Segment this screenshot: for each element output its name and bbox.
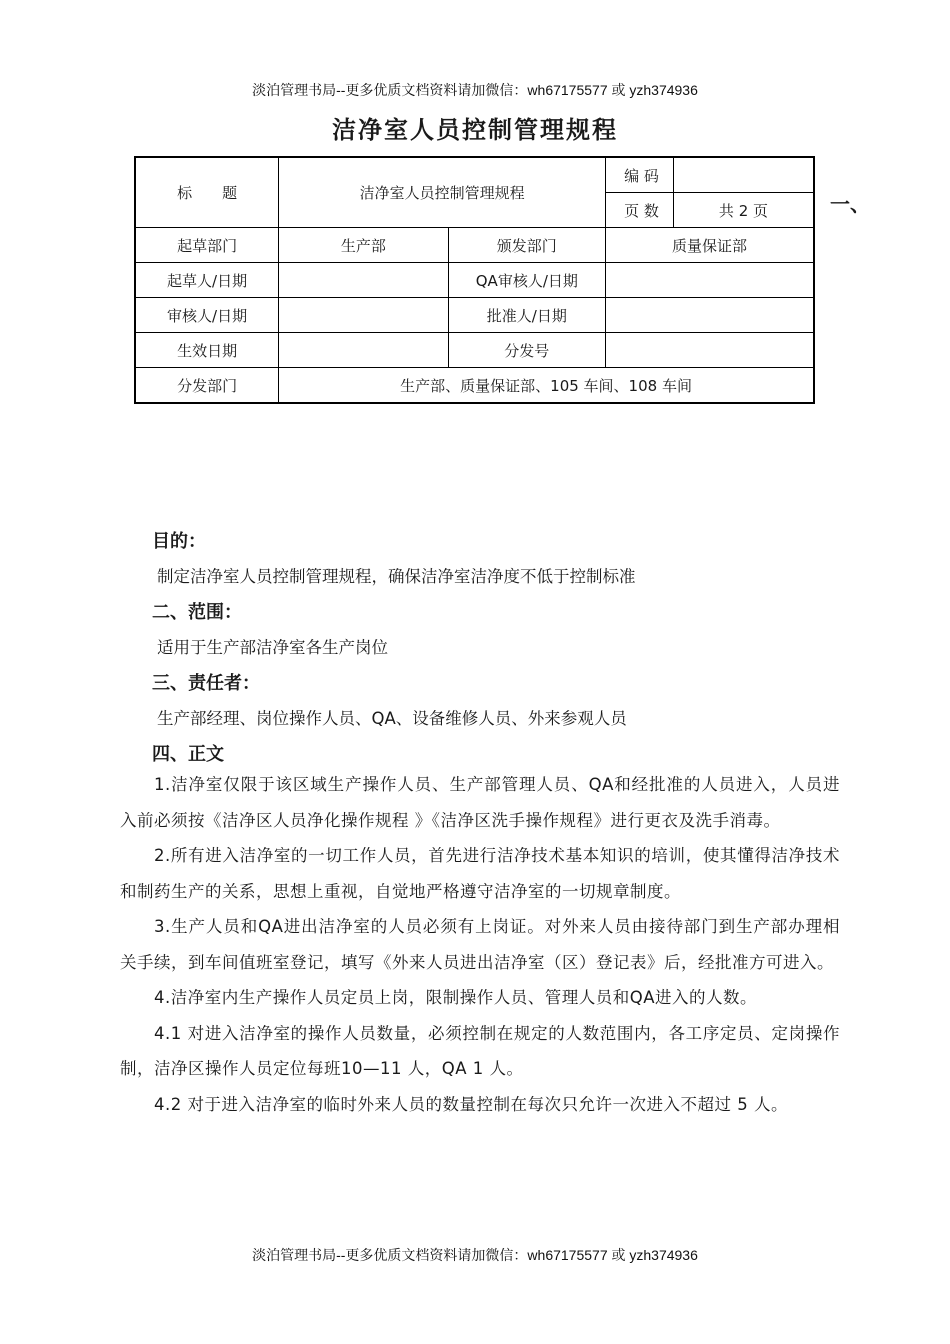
drafter-value-cell [279, 263, 448, 298]
code-label-cell: 编 码 [606, 157, 674, 193]
drafter-label-cell: 起草人/日期 [135, 263, 279, 298]
purpose-text: 制定洁净室人员控制管理规程，确保洁净室洁净度不低于控制标准 [157, 567, 636, 586]
body-heading: 四、正文 [152, 744, 224, 765]
effective-date-label-cell: 生效日期 [135, 333, 279, 368]
approver-label-cell: 批准人/日期 [448, 298, 606, 333]
responsibility-text: 生产部经理、岗位操作人员、QA、设备维修人员、外来参观人员 [157, 709, 627, 728]
approver-value-cell [606, 298, 814, 333]
issue-dept-label-cell: 颁发部门 [448, 228, 606, 263]
reviewer-value-cell [279, 298, 448, 333]
distribution-no-label-cell: 分发号 [448, 333, 606, 368]
qa-reviewer-label-cell: QA审核人/日期 [448, 263, 606, 298]
scope-text: 适用于生产部洁净室各生产岗位 [157, 638, 388, 657]
paragraph-3: 3.生产人员和QA进出洁净室的人员必须有上岗证。对外来人员由接待部门到生产部办理相关手续，到车间值班室登记，填写《外来人员进出洁净室（区）登记表》后，经批准方可进入。 [120, 917, 840, 972]
code-value-cell [673, 157, 814, 193]
responsibility-heading: 三、责任者： [152, 673, 260, 694]
document-title: 洁净室人员控制管理规程 [332, 115, 618, 144]
qa-reviewer-value-cell [606, 263, 814, 298]
title-value-cell: 洁净室人员控制管理规程 [279, 157, 606, 228]
effective-date-value-cell [279, 333, 448, 368]
purpose-heading: 目的： [152, 531, 206, 552]
reviewer-label-cell: 审核人/日期 [135, 298, 279, 333]
document-info-table [134, 156, 815, 404]
scope-heading: 二、范围： [152, 602, 242, 623]
issue-dept-value-cell: 质量保证部 [606, 228, 814, 263]
distribution-no-value-cell [606, 333, 814, 368]
paragraph-4: 4.洁净室内生产操作人员定员上岗，限制操作人员、管理人员和QA进入的人数。 [154, 988, 758, 1007]
paragraph-4-2: 4.2 对于进入洁净室的临时外来人员的数量控制在每次只允许一次进入不超过 5 人。 [154, 1094, 788, 1114]
footer-watermark-note: 淡泊管理书局--更多优质文档资料请加微信：wh67175577 或 yzh374936 [252, 1247, 698, 1263]
draft-dept-label-cell: 起草部门 [135, 228, 279, 263]
paragraph-4-1: 4.1 对进入洁净室的操作人员数量，必须控制在规定的人数范围内，各工序定员、定岗操作制，洁净区操作人员定位每班10—11 人，QA 1 人。 [120, 1023, 840, 1078]
draft-dept-value-cell: 生产部 [279, 228, 448, 263]
distribution-dept-value-cell: 生产部、质量保证部、105 车间、108 车间 [279, 368, 814, 404]
section-one-marker: 一、 [830, 192, 870, 216]
header-watermark-note: 淡泊管理书局--更多优质文档资料请加微信：wh67175577 或 yzh374936 [252, 82, 698, 98]
pages-label-cell: 页 数 [606, 193, 674, 228]
title-label-cell: 标 题 [135, 157, 279, 228]
body-paragraphs [120, 767, 840, 1122]
pages-value-cell: 共 2 页 [673, 193, 814, 228]
paragraph-1: 1.洁净室仅限于该区域生产操作人员、生产部管理人员、QA和经批准的人员进入，人员进入前必须按《洁净区人员净化操作规程 》《洁净区洗手操作规程》进行更衣及洗手消毒。 [120, 775, 840, 830]
distribution-dept-label-cell: 分发部门 [135, 368, 279, 404]
paragraph-2: 2.所有进入洁净室的一切工作人员，首先进行洁净技术基本知识的培训，使其懂得洁净技术和制药生产的关系，思想上重视，自觉地严格遵守洁净室的一切规章制度。 [120, 846, 840, 901]
